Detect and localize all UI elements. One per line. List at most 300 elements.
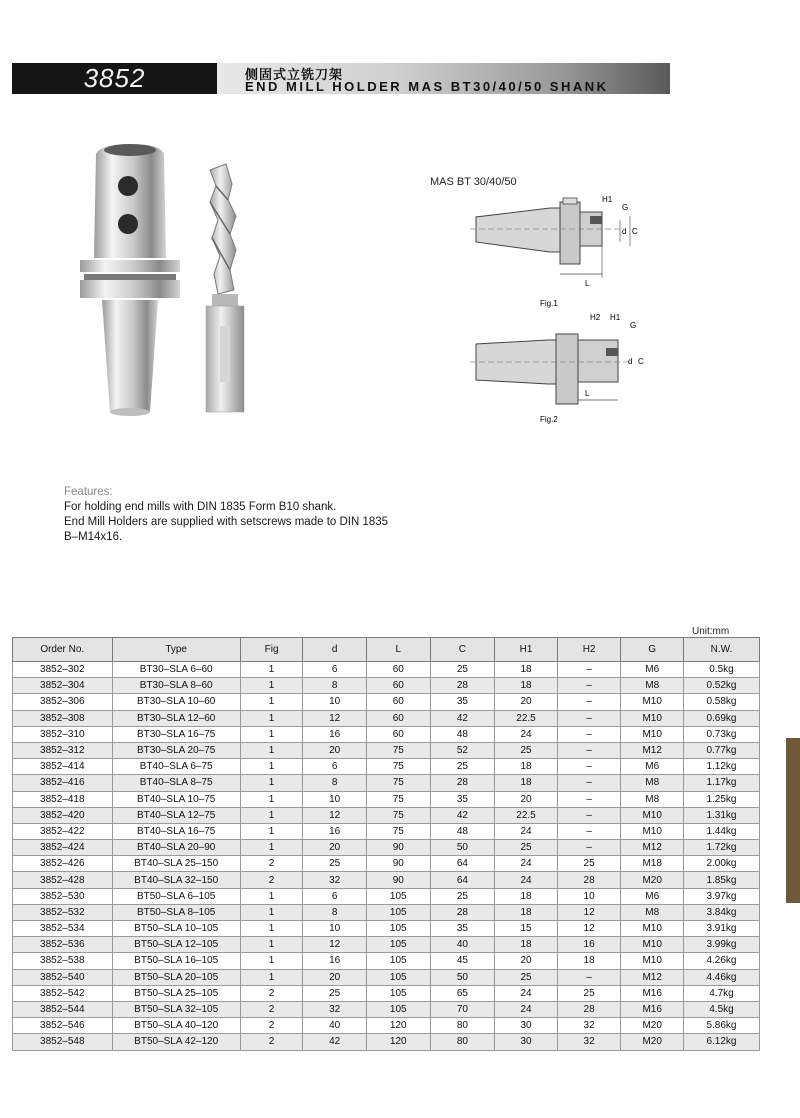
table-cell: 105 <box>366 1001 430 1017</box>
table-cell: 18 <box>495 937 558 953</box>
table-cell: 6.12kg <box>683 1034 759 1050</box>
table-cell: – <box>557 726 621 742</box>
table-cell: 105 <box>366 985 430 1001</box>
features-title: Features: <box>64 486 113 498</box>
table-cell: 64 <box>430 856 495 872</box>
table-cell: 35 <box>430 921 495 937</box>
table-cell: 10 <box>303 694 367 710</box>
table-cell: 80 <box>430 1018 495 1034</box>
tool-holder-body <box>80 144 180 416</box>
features-line: B–M14x16. <box>64 531 123 543</box>
table-cell: 12 <box>557 904 621 920</box>
table-cell: 28 <box>557 872 621 888</box>
fig2-caption: Fig.2 <box>540 415 558 424</box>
table-cell: 105 <box>366 921 430 937</box>
setscrew-hole-icon <box>118 214 138 234</box>
table-cell: 0.73kg <box>683 726 759 742</box>
table-cell: 12 <box>303 937 367 953</box>
table-cell: 60 <box>366 710 430 726</box>
table-cell: M6 <box>621 759 684 775</box>
fig1-label-g: G <box>622 203 629 212</box>
table-cell: M8 <box>621 791 684 807</box>
table-cell: – <box>557 840 621 856</box>
table-cell: 2.00kg <box>683 856 759 872</box>
table-cell: 28 <box>430 678 495 694</box>
table-row <box>13 921 760 937</box>
table-cell: 12 <box>303 807 367 823</box>
table-cell: 3852–532 <box>13 904 113 920</box>
table-cell: 75 <box>366 807 430 823</box>
table-row <box>13 1001 760 1017</box>
table-cell: 1 <box>240 710 303 726</box>
table-cell: BT40–SLA 12–75 <box>112 807 240 823</box>
table-cell: BT40–SLA 8–75 <box>112 775 240 791</box>
table-cell: M20 <box>621 1018 684 1034</box>
table-cell: 18 <box>495 759 558 775</box>
table-cell: 0.58kg <box>683 694 759 710</box>
table-cell: 12 <box>303 710 367 726</box>
table-cell: 3.97kg <box>683 888 759 904</box>
table-cell: 4.46kg <box>683 969 759 985</box>
table-cell: 20 <box>303 840 367 856</box>
table-cell: BT50–SLA 12–105 <box>112 937 240 953</box>
table-cell: 3852–310 <box>13 726 113 742</box>
table-cell: M10 <box>621 823 684 839</box>
table-cell: M10 <box>621 921 684 937</box>
table-cell: 28 <box>430 904 495 920</box>
table-cell: 3852–414 <box>13 759 113 775</box>
table-cell: 3852–422 <box>13 823 113 839</box>
table-cell: 1.44kg <box>683 823 759 839</box>
table-cell: 1.72kg <box>683 840 759 856</box>
table-cell: 1 <box>240 662 303 678</box>
table-cell: 1.31kg <box>683 807 759 823</box>
table-row <box>13 872 760 888</box>
fig2-label-g: G <box>630 321 637 330</box>
table-cell: 3852–546 <box>13 1018 113 1034</box>
table-cell: M10 <box>621 694 684 710</box>
table-row <box>13 759 760 775</box>
table-row <box>13 904 760 920</box>
table-row <box>13 678 760 694</box>
table-cell: 25 <box>303 985 367 1001</box>
table-cell: M10 <box>621 726 684 742</box>
table-cell: 3852–416 <box>13 775 113 791</box>
table-cell: BT40–SLA 10–75 <box>112 791 240 807</box>
table-cell: 24 <box>495 856 558 872</box>
table-cell: 2 <box>240 856 303 872</box>
table-cell: M12 <box>621 969 684 985</box>
drawing-title: MAS BT 30/40/50 <box>430 176 517 188</box>
table-cell: 32 <box>303 1001 367 1017</box>
table-row <box>13 823 760 839</box>
fig1-label-l: L <box>585 279 590 288</box>
table-cell: 18 <box>495 888 558 904</box>
table-cell: 25 <box>430 888 495 904</box>
table-cell: 3852–536 <box>13 937 113 953</box>
table-cell: 105 <box>366 969 430 985</box>
fig2-drawing <box>470 313 644 424</box>
table-row <box>13 694 760 710</box>
setscrew-hole-icon <box>118 176 138 196</box>
table-cell: 105 <box>366 904 430 920</box>
table-cell: 1 <box>240 921 303 937</box>
table-cell: M6 <box>621 662 684 678</box>
table-cell: 80 <box>430 1034 495 1050</box>
table-cell: 28 <box>557 1001 621 1017</box>
table-row <box>13 888 760 904</box>
table-cell: M10 <box>621 807 684 823</box>
table-cell: BT40–SLA 20–90 <box>112 840 240 856</box>
table-cell: 1 <box>240 937 303 953</box>
table-cell: – <box>557 775 621 791</box>
table-cell: 25 <box>430 662 495 678</box>
table-cell: M10 <box>621 937 684 953</box>
table-row <box>13 662 760 678</box>
features-line: End Mill Holders are supplied with setscrews made to DIN 1835 <box>64 516 389 528</box>
unit-label: Unit:mm <box>692 626 730 637</box>
fig2-label-l: L <box>585 389 590 398</box>
table-cell: 105 <box>366 953 430 969</box>
table-row <box>13 791 760 807</box>
table-cell: 16 <box>303 823 367 839</box>
column-header: G <box>621 638 684 662</box>
table-cell: 1 <box>240 726 303 742</box>
table-cell: 120 <box>366 1018 430 1034</box>
table-cell: 3.91kg <box>683 921 759 937</box>
table-cell: M8 <box>621 904 684 920</box>
table-cell: 2 <box>240 1034 303 1050</box>
table-header-row <box>13 638 760 662</box>
side-tab <box>786 738 800 903</box>
table-cell: 105 <box>366 888 430 904</box>
spec-table <box>12 637 760 1051</box>
table-cell: – <box>557 969 621 985</box>
table-cell: 1 <box>240 823 303 839</box>
table-cell: 16 <box>303 953 367 969</box>
table-cell: 120 <box>366 1034 430 1050</box>
table-cell: BT30–SLA 12–60 <box>112 710 240 726</box>
end-mill-cutter <box>206 164 244 412</box>
product-code: 3852 <box>12 63 217 94</box>
table-cell: 18 <box>495 662 558 678</box>
table-cell: BT30–SLA 8–60 <box>112 678 240 694</box>
table-cell: – <box>557 791 621 807</box>
table-cell: 75 <box>366 742 430 758</box>
table-cell: 35 <box>430 791 495 807</box>
table-cell: 3852–302 <box>13 662 113 678</box>
table-cell: 75 <box>366 791 430 807</box>
table-cell: 20 <box>303 742 367 758</box>
table-cell: 3852–542 <box>13 985 113 1001</box>
table-row <box>13 856 760 872</box>
table-cell: 24 <box>495 1001 558 1017</box>
table-cell: M12 <box>621 742 684 758</box>
table-cell: 3852–312 <box>13 742 113 758</box>
table-cell: 70 <box>430 1001 495 1017</box>
table-cell: M10 <box>621 710 684 726</box>
table-cell: M20 <box>621 1034 684 1050</box>
table-cell: 105 <box>366 937 430 953</box>
table-cell: 64 <box>430 872 495 888</box>
table-cell: 10 <box>557 888 621 904</box>
table-row <box>13 985 760 1001</box>
table-cell: M16 <box>621 985 684 1001</box>
table-cell: 3852–544 <box>13 1001 113 1017</box>
fig2-label-h2: H2 <box>590 313 601 322</box>
column-header: Fig <box>240 638 303 662</box>
table-cell: 24 <box>495 823 558 839</box>
table-cell: 3852–534 <box>13 921 113 937</box>
table-cell: 1.12kg <box>683 759 759 775</box>
table-cell: 22.5 <box>495 807 558 823</box>
table-cell: 45 <box>430 953 495 969</box>
table-cell: 20 <box>303 969 367 985</box>
table-cell: M16 <box>621 1001 684 1017</box>
table-cell: M18 <box>621 856 684 872</box>
table-cell: 1.85kg <box>683 872 759 888</box>
table-cell: 20 <box>495 694 558 710</box>
table-cell: – <box>557 694 621 710</box>
table-row <box>13 775 760 791</box>
column-header: Order No. <box>13 638 113 662</box>
table-cell: 3852–548 <box>13 1034 113 1050</box>
table-cell: – <box>557 807 621 823</box>
table-cell: 2 <box>240 1001 303 1017</box>
table-cell: 60 <box>366 678 430 694</box>
table-cell: 8 <box>303 775 367 791</box>
table-cell: 32 <box>557 1018 621 1034</box>
table-cell: 3852–530 <box>13 888 113 904</box>
table-cell: 42 <box>303 1034 367 1050</box>
table-cell: 75 <box>366 759 430 775</box>
column-header: Type <box>112 638 240 662</box>
table-cell: 90 <box>366 872 430 888</box>
column-header: N.W. <box>683 638 759 662</box>
table-cell: 48 <box>430 823 495 839</box>
table-cell: 1 <box>240 791 303 807</box>
table-cell: 40 <box>430 937 495 953</box>
table-cell: 4.7kg <box>683 985 759 1001</box>
table-cell: 16 <box>303 726 367 742</box>
table-cell: 90 <box>366 840 430 856</box>
table-cell: 48 <box>430 726 495 742</box>
table-cell: 3852–304 <box>13 678 113 694</box>
table-cell: 8 <box>303 904 367 920</box>
table-cell: BT50–SLA 16–105 <box>112 953 240 969</box>
table-cell: 3852–538 <box>13 953 113 969</box>
table-cell: M10 <box>621 953 684 969</box>
table-cell: 1 <box>240 742 303 758</box>
table-cell: – <box>557 742 621 758</box>
table-cell: M8 <box>621 775 684 791</box>
table-cell: 25 <box>430 759 495 775</box>
table-cell: 1 <box>240 953 303 969</box>
table-cell: 3852–540 <box>13 969 113 985</box>
table-cell: BT50–SLA 42–120 <box>112 1034 240 1050</box>
table-cell: 60 <box>366 694 430 710</box>
table-cell: 25 <box>495 969 558 985</box>
table-cell: 75 <box>366 823 430 839</box>
table-cell: 22.5 <box>495 710 558 726</box>
fig2-label-c: C <box>638 357 644 366</box>
table-cell: 18 <box>495 904 558 920</box>
table-cell: – <box>557 662 621 678</box>
table-cell: 10 <box>303 921 367 937</box>
technical-drawings <box>430 172 670 437</box>
table-cell: BT30–SLA 6–60 <box>112 662 240 678</box>
table-cell: BT50–SLA 10–105 <box>112 921 240 937</box>
table-cell: 3852–306 <box>13 694 113 710</box>
fig1-label-d: d <box>622 227 627 236</box>
fig2-label-d: d <box>628 357 633 366</box>
table-cell: 42 <box>430 710 495 726</box>
table-cell: 28 <box>430 775 495 791</box>
table-cell: 50 <box>430 840 495 856</box>
table-cell: 90 <box>366 856 430 872</box>
table-cell: BT50–SLA 6–105 <box>112 888 240 904</box>
table-cell: 1 <box>240 678 303 694</box>
table-cell: 18 <box>495 678 558 694</box>
table-cell: BT50–SLA 8–105 <box>112 904 240 920</box>
table-cell: 25 <box>495 742 558 758</box>
table-cell: 24 <box>495 985 558 1001</box>
column-header: C <box>430 638 495 662</box>
table-cell: 3852–428 <box>13 872 113 888</box>
table-cell: 24 <box>495 872 558 888</box>
table-cell: 16 <box>557 937 621 953</box>
table-cell: 8 <box>303 678 367 694</box>
table-row <box>13 937 760 953</box>
table-cell: 42 <box>430 807 495 823</box>
table-row <box>13 726 760 742</box>
table-cell: 3852–308 <box>13 710 113 726</box>
table-cell: 50 <box>430 969 495 985</box>
table-cell: 3852–424 <box>13 840 113 856</box>
table-row <box>13 953 760 969</box>
table-cell: M20 <box>621 872 684 888</box>
table-cell: – <box>557 823 621 839</box>
table-cell: 25 <box>303 856 367 872</box>
table-cell: 40 <box>303 1018 367 1034</box>
table-cell: 1 <box>240 904 303 920</box>
table-cell: 15 <box>495 921 558 937</box>
table-cell: 6 <box>303 662 367 678</box>
table-cell: M6 <box>621 888 684 904</box>
table-cell: 1 <box>240 694 303 710</box>
table-cell: 30 <box>495 1018 558 1034</box>
table-cell: 1 <box>240 807 303 823</box>
table-cell: BT30–SLA 20–75 <box>112 742 240 758</box>
table-row <box>13 1034 760 1050</box>
table-cell: 65 <box>430 985 495 1001</box>
table-cell: 18 <box>495 775 558 791</box>
table-cell: 1.17kg <box>683 775 759 791</box>
table-cell: – <box>557 678 621 694</box>
table-cell: 12 <box>557 921 621 937</box>
table-row <box>13 710 760 726</box>
table-cell: 18 <box>557 953 621 969</box>
column-header: L <box>366 638 430 662</box>
table-row <box>13 807 760 823</box>
fig1-label-h1: H1 <box>602 195 613 204</box>
table-cell: – <box>557 710 621 726</box>
column-header: d <box>303 638 367 662</box>
table-cell: 35 <box>430 694 495 710</box>
table-cell: 1 <box>240 759 303 775</box>
table-cell: 32 <box>303 872 367 888</box>
features-line: For holding end mills with DIN 1835 Form B10 shank. <box>64 501 337 513</box>
fig2-label-h1: H1 <box>610 313 621 322</box>
fig1-label-c: C <box>632 227 638 236</box>
title-chinese: 侧固式立铣刀架 <box>245 67 344 82</box>
table-cell: 2 <box>240 872 303 888</box>
table-cell: 1 <box>240 840 303 856</box>
table-cell: BT30–SLA 16–75 <box>112 726 240 742</box>
table-cell: BT50–SLA 40–120 <box>112 1018 240 1034</box>
table-row <box>13 1018 760 1034</box>
table-cell: 32 <box>557 1034 621 1050</box>
table-cell: 10 <box>303 791 367 807</box>
table-cell: 0.52kg <box>683 678 759 694</box>
table-cell: BT50–SLA 25–105 <box>112 985 240 1001</box>
table-cell: BT40–SLA 6–75 <box>112 759 240 775</box>
product-photo <box>70 140 270 430</box>
table-cell: BT40–SLA 32–150 <box>112 872 240 888</box>
table-cell: 6 <box>303 888 367 904</box>
table-cell: 3852–418 <box>13 791 113 807</box>
table-cell: 4.5kg <box>683 1001 759 1017</box>
table-cell: 1 <box>240 888 303 904</box>
table-cell: BT40–SLA 16–75 <box>112 823 240 839</box>
table-cell: 0.5kg <box>683 662 759 678</box>
table-cell: 60 <box>366 662 430 678</box>
table-cell: 75 <box>366 775 430 791</box>
table-cell: 1 <box>240 969 303 985</box>
table-cell: 24 <box>495 726 558 742</box>
table-cell: 30 <box>495 1034 558 1050</box>
table-body <box>13 662 760 1051</box>
table-cell: 2 <box>240 1018 303 1034</box>
table-cell: 25 <box>557 856 621 872</box>
table-cell: BT30–SLA 10–60 <box>112 694 240 710</box>
column-header: H1 <box>495 638 558 662</box>
table-cell: 2 <box>240 985 303 1001</box>
table-cell: BT40–SLA 25–150 <box>112 856 240 872</box>
features-section <box>64 485 484 545</box>
table-cell: M8 <box>621 678 684 694</box>
table-row <box>13 840 760 856</box>
table-cell: 3852–426 <box>13 856 113 872</box>
table-cell: 0.77kg <box>683 742 759 758</box>
fig1-drawing <box>470 195 638 308</box>
table-row <box>13 742 760 758</box>
table-cell: 0.69kg <box>683 710 759 726</box>
column-header: H2 <box>557 638 621 662</box>
table-cell: BT50–SLA 32–105 <box>112 1001 240 1017</box>
table-cell: 5.86kg <box>683 1018 759 1034</box>
table-cell: 3.84kg <box>683 904 759 920</box>
table-cell: – <box>557 759 621 775</box>
table-cell: 1.25kg <box>683 791 759 807</box>
table-row <box>13 969 760 985</box>
table-cell: 1 <box>240 775 303 791</box>
table-cell: M12 <box>621 840 684 856</box>
title-english: END MILL HOLDER MAS BT30/40/50 SHANK <box>245 79 609 94</box>
table-cell: 6 <box>303 759 367 775</box>
table-cell: 20 <box>495 953 558 969</box>
table-cell: 3852–420 <box>13 807 113 823</box>
